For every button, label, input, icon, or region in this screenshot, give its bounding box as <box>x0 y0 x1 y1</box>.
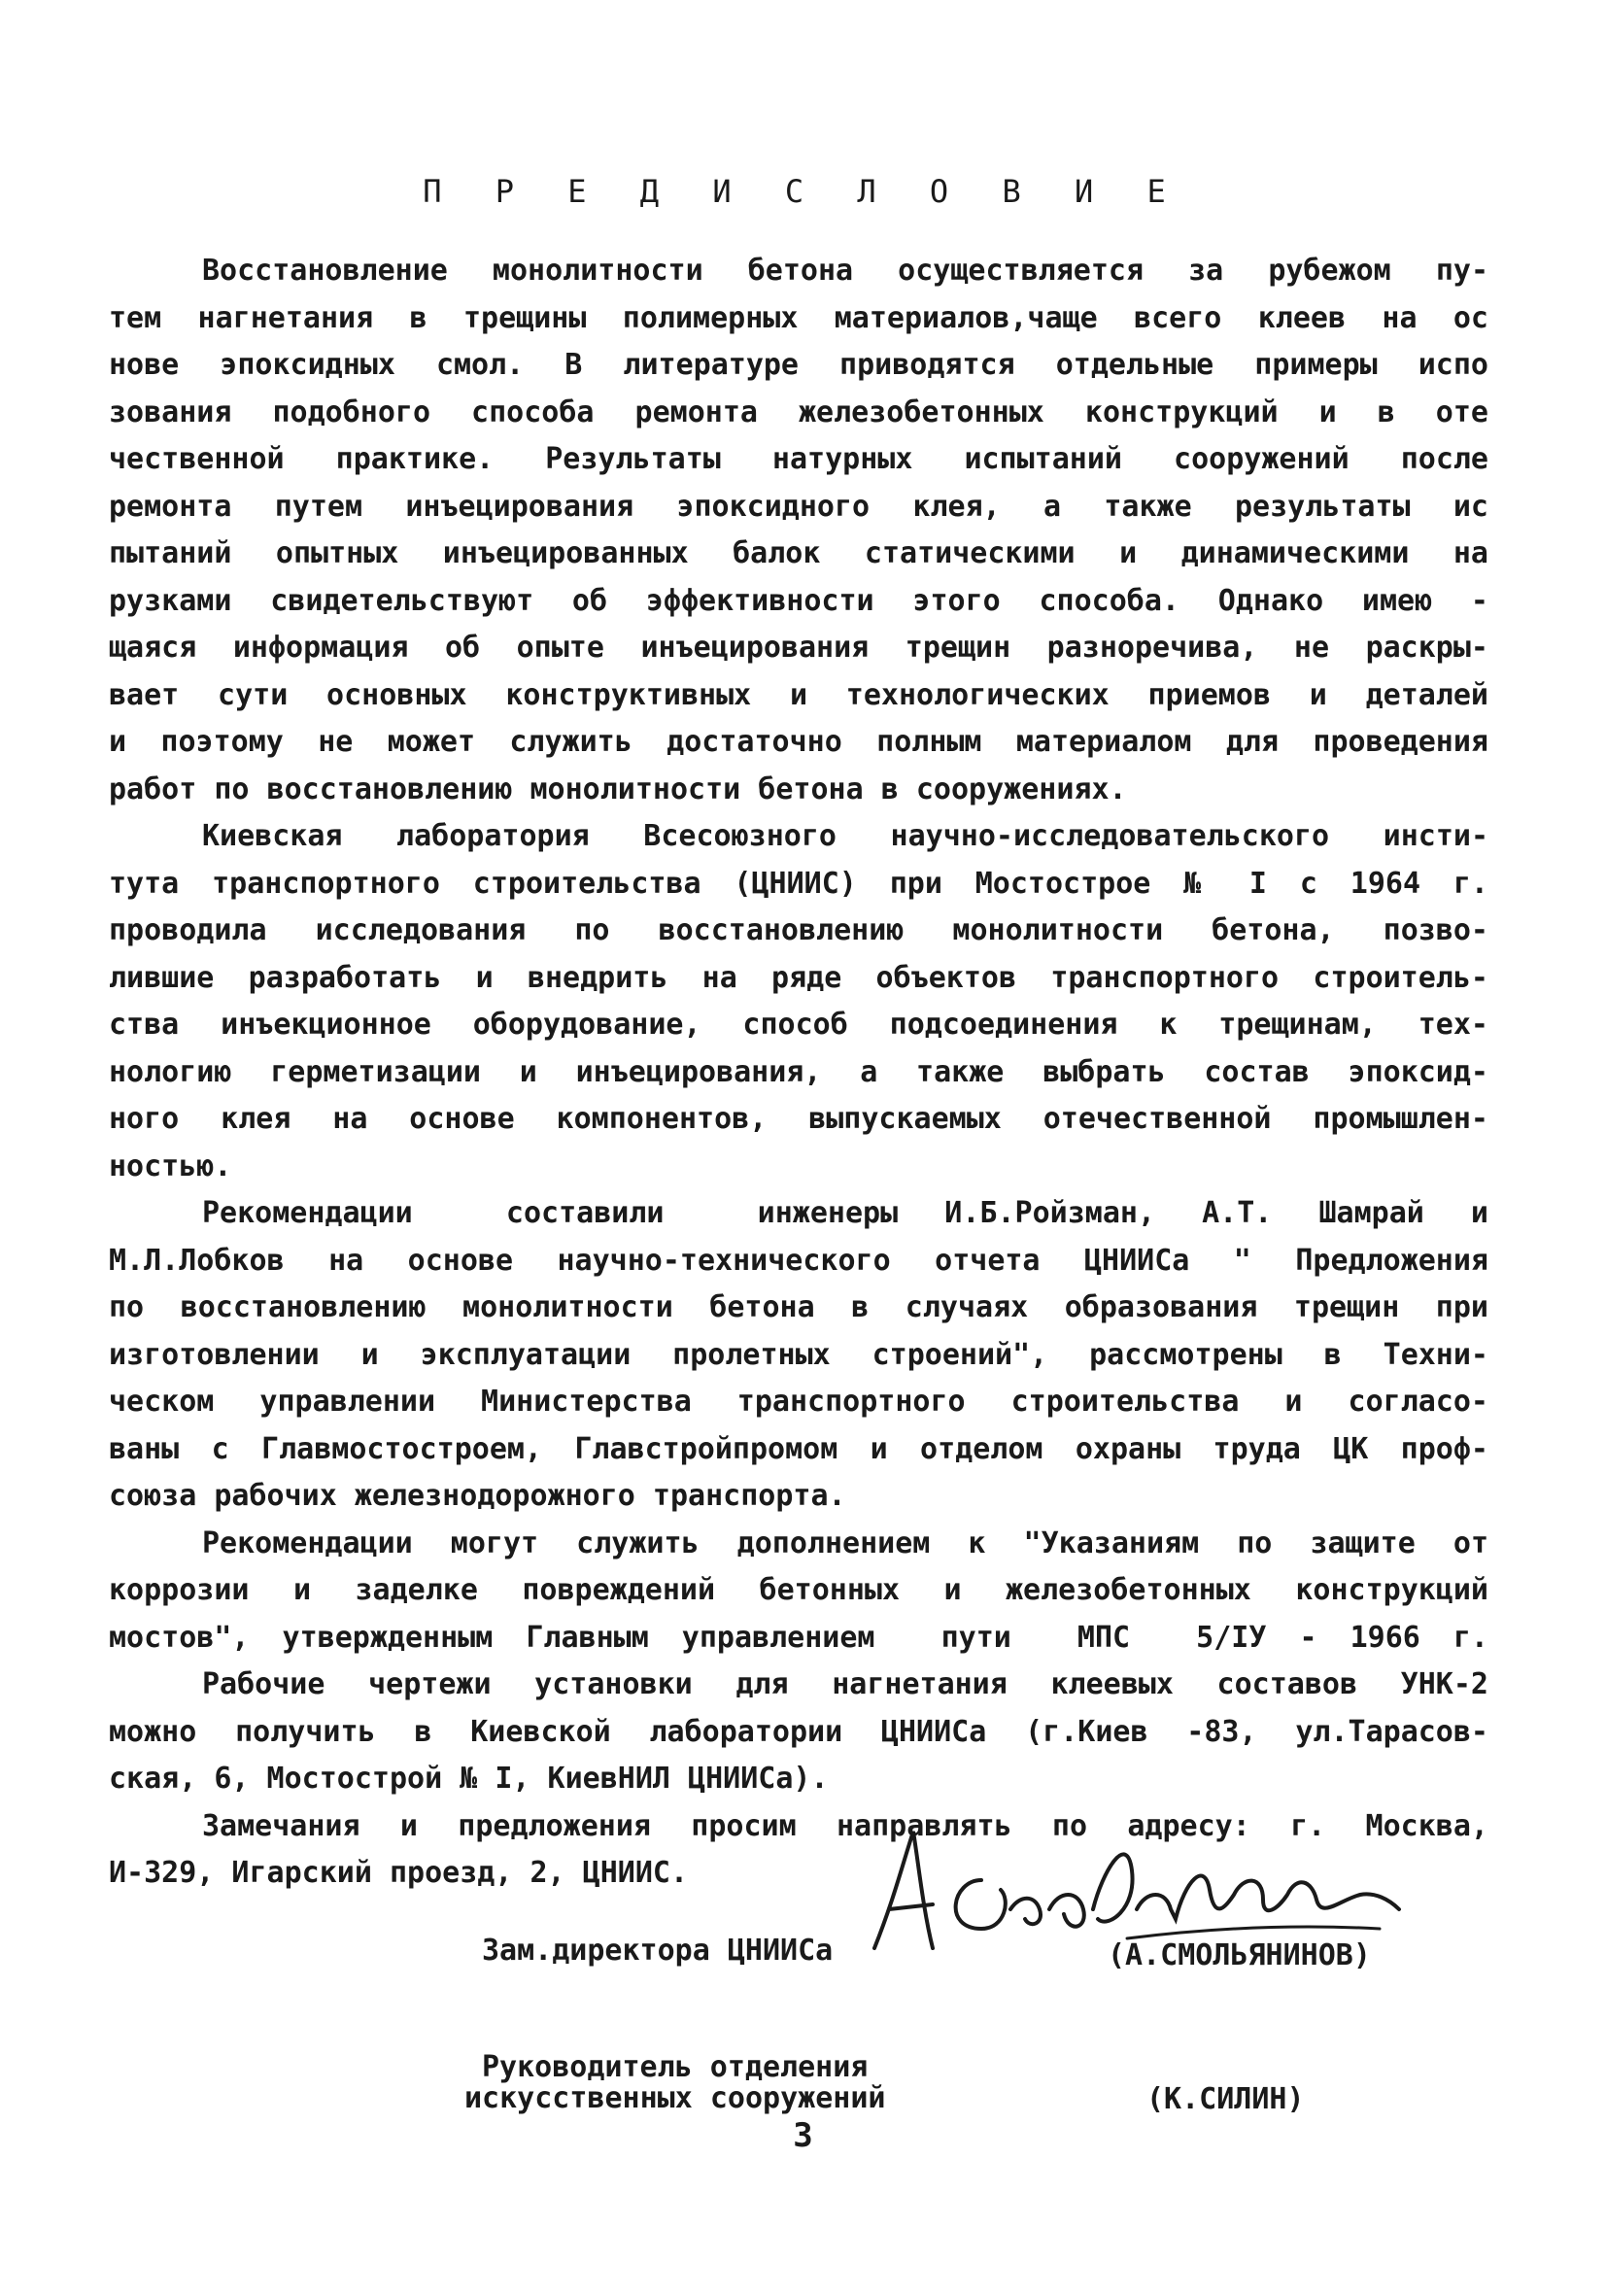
text-line: ческом управлении Министерства транспортного строительства и согласо- <box>109 1385 1488 1419</box>
text-line: ностью. <box>109 1148 232 1183</box>
text-line: изготовлении и эксплуатации пролетных строений", рассмотрены в Техни- <box>109 1337 1488 1372</box>
text-line: рузками свидетельствуют об эффективности этого способа. Однако имею - <box>109 583 1488 618</box>
signatory-title: искусственных сооружений <box>464 2081 886 2115</box>
page-title: П Р Е Д И С Л О В И Е <box>423 173 1183 210</box>
paragraph-3 <box>109 1190 1488 1521</box>
text-line: можно получить в Киевской лаборатории ЦНИИСа (г.Киев -83, ул.Тарасов- <box>109 1714 1488 1749</box>
text-line: мостов", утвержденным Главным управлением пути МПС 5/IУ - 1966 г. <box>109 1620 1488 1655</box>
text-line: Киевская лаборатория Всесоюзного научно-исследовательского инсти- <box>202 819 1488 853</box>
text-line: И-329, Игарский проезд, 2, ЦНИИС. <box>109 1856 689 1890</box>
text-line: тем нагнетания в трещины полимерных материалов,чаще всего клеев на ос <box>109 300 1488 335</box>
text-line: Рекомендации составили инженеры И.Б.Ройзман, А.Т. Шамрай и <box>202 1196 1488 1230</box>
text-line: М.Л.Лобков на основе научно-технического отчета ЦНИИСа " Предложения <box>109 1243 1488 1278</box>
text-line: работ по восстановлению монолитности бетона в сооружениях. <box>109 771 1127 806</box>
text-line: по восстановлению монолитности бетона в случаях образования трещин при <box>109 1290 1488 1324</box>
text-line: коррозии и заделке повреждений бетонных и железобетонных конструкций <box>109 1573 1488 1607</box>
text-line: чественной практике. Результаты натурных испытаний сооружений после <box>109 442 1488 476</box>
text-line: ремонта путем инъецирования эпоксидного клея, а также результаты ис <box>109 489 1488 524</box>
text-line: Восстановление монолитности бетона осуществляется за рубежом пу- <box>202 254 1488 288</box>
body-text <box>109 248 1488 1898</box>
paragraph-6 <box>109 1803 1488 1898</box>
text-line: зования подобного способа ремонта железобетонных конструкций и в оте <box>109 394 1488 429</box>
paragraph-1 <box>109 248 1488 813</box>
text-line: союза рабочих железнодорожного транспорта. <box>109 1479 846 1513</box>
signatory-title: Руководитель отделения <box>482 2050 869 2084</box>
text-line: ваны с Главмостостроем, Главстройпромом и отделом охраны труда ЦК проф- <box>109 1431 1488 1466</box>
text-line: Рабочие чертежи установки для нагнетания клеевых составов УНК-2 <box>202 1667 1488 1701</box>
signatory-name: (К.СИЛИН) <box>1146 2082 1305 2116</box>
page-number: 3 <box>793 2116 813 2155</box>
text-line: лившие разработать и внедрить на ряде объектов транспортного строитель- <box>109 960 1488 995</box>
text-line: и поэтому не может служить достаточно полным материалом для проведения <box>109 725 1488 759</box>
text-line: нове эпоксидных смол. В литературе приводятся отдельные примеры испо <box>109 348 1488 382</box>
paragraph-4 <box>109 1521 1488 1662</box>
text-line: Рекомендации могут служить дополнением к "Указаниям по защите от <box>202 1525 1488 1560</box>
text-line: вает сути основных конструктивных и технологических приемов и деталей <box>109 677 1488 712</box>
text-line: Замечания и предложения просим направлять по адресу: г. Москва, <box>202 1808 1488 1843</box>
text-line: ства инъекционное оборудование, способ подсоединения к трещинам, тех- <box>109 1008 1488 1042</box>
text-line: ская, 6, Мостострой № I, КиевНИЛ ЦНИИСа). <box>109 1762 829 1796</box>
signatory-name: (А.СМОЛЬЯНИНОВ) <box>1108 1938 1371 1972</box>
text-line: пытаний опытных инъецированных балок статическими и динамическими на <box>109 536 1488 570</box>
paragraph-5 <box>109 1662 1488 1803</box>
paragraph-2 <box>109 813 1488 1190</box>
text-line: проводила исследования по восстановлению монолитности бетона, позво- <box>109 913 1488 947</box>
text-line: ного клея на основе компонентов, выпускаемых отечественной промышлен- <box>109 1102 1488 1136</box>
text-line: щаяся информация об опыте инъецирования трещин разноречива, не раскры- <box>109 631 1488 665</box>
signatory-title: Зам.директора ЦНИИСа <box>482 1934 834 1968</box>
text-line: нологию герметизации и инъецирования, а также выбрать состав эпоксид- <box>109 1054 1488 1089</box>
text-line: тута транспортного строительства (ЦНИИС) при Мостострое № I с 1964 г. <box>109 866 1488 901</box>
